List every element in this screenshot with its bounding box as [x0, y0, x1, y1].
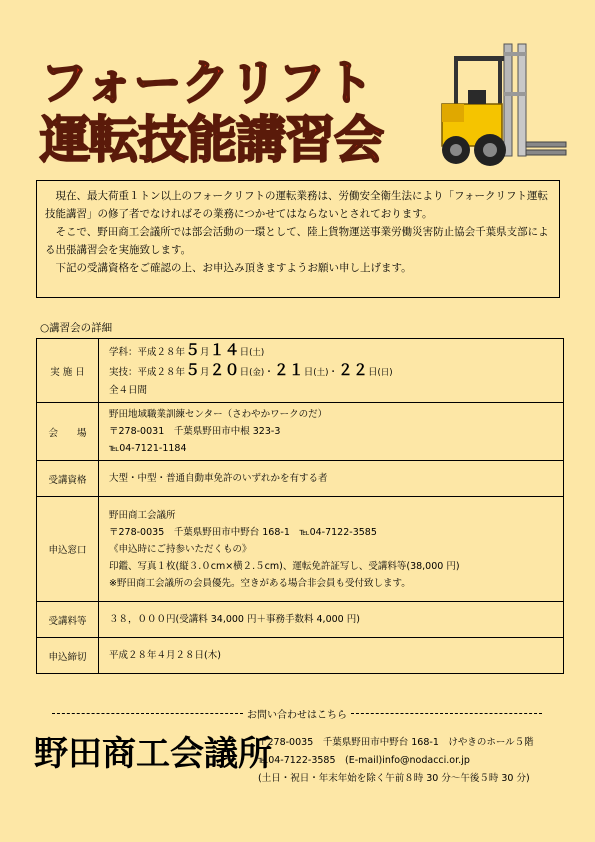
table-row	[37, 497, 564, 602]
contact-heading: お問い合わせはこちら	[247, 710, 347, 721]
bring-items: 印鑑、写真１枚(縦３.０cm×横２.５cm)、運転免許証写し、受講料等(38,000 円)	[109, 560, 460, 572]
row-label-fee: 受講料等	[37, 602, 99, 638]
section-label: ○講習会の詳細	[40, 322, 113, 334]
table-row	[37, 461, 564, 497]
apply-cell	[99, 497, 564, 602]
forklift-icon	[438, 42, 568, 170]
gakka-line: 学科：平成２８年５月１４日(土)	[109, 341, 265, 359]
row-label-date: 実 施 日	[37, 339, 99, 403]
contact-hours: (土日・祝日・年末年始を除く午前８時 30 分～午後５時 30 分)	[258, 773, 530, 784]
venue-tel: ℡04-7121-1184	[109, 443, 187, 454]
row-label-venue: 会 場	[37, 403, 99, 461]
date-cell	[99, 339, 564, 403]
venue-cell	[99, 403, 564, 461]
table-row	[37, 339, 564, 403]
fee-text: ３８，０００円(受講料 34,000 円＋事務手数料 4,000 円)	[99, 602, 564, 638]
intro-paragraph-1: 現在、最大荷重１トン以上のフォークリフトの運転業務は、労働安全衛生法により「フォークリフト運転技能講習」の修了者でなければその業務につかせてはならないとされております。	[45, 190, 548, 220]
table-row	[37, 638, 564, 674]
intro-paragraph-2: そこで、野田商工会議所では部会活動の一環として、陸上貨物運送事業労働災害防止協会千葉県支部による出張講習会を実施致します。	[45, 226, 549, 256]
intro-paragraph-3: 下記の受講資格をご確認の上、お申込み頂きますようお願い申し上げます。	[55, 262, 412, 274]
total-days: 全４日間	[109, 385, 148, 396]
member-note: ※野田商工会議所の会員優先。空きがある場合非会員も受付致します。	[109, 577, 411, 589]
apply-name: 野田商工会議所	[109, 509, 176, 521]
table-row	[37, 602, 564, 638]
contact-info	[258, 734, 534, 788]
deadline-text: 平成２８年４月２８日(木)	[99, 638, 564, 674]
venue-name: 野田地域職業訓練センター（さわやかワークのだ）	[109, 409, 328, 420]
contact-divider	[52, 706, 542, 721]
apply-address: 〒278-0035 千葉県野田市中野台 168-1 ℡04-7122-3585	[109, 526, 377, 538]
title-line-2: 運転技能講習会	[40, 110, 383, 169]
contact-tel-email: ℡04-7122-3585 (E-mail)info@nodacci.or.jp	[258, 755, 470, 766]
jitsugi-line: 実技：平成２８年５月２０日(金)・２１日(土)・２２日(日)	[109, 361, 393, 379]
qualification-text: 大型・中型・普通自動車免許のいずれかを有する者	[99, 461, 564, 497]
row-label-deadline: 申込締切	[37, 638, 99, 674]
bring-title: 《申込時にご持参いただくもの》	[109, 543, 252, 555]
row-label-qualification: 受講資格	[37, 461, 99, 497]
table-row	[37, 403, 564, 461]
org-logo: 野田商工会議所	[34, 734, 272, 774]
contact-address: 〒278-0035 千葉県野田市中野台 168-1 けやきのホール５階	[258, 737, 534, 748]
detail-table	[36, 338, 564, 674]
row-label-apply: 申込窓口	[37, 497, 99, 602]
venue-address: 〒278-0031 千葉県野田市中根 323-3	[109, 426, 281, 437]
intro-box	[36, 180, 560, 298]
title-line-1: フォークリフト	[40, 55, 374, 111]
divider-left	[52, 713, 243, 714]
divider-right	[351, 713, 542, 714]
